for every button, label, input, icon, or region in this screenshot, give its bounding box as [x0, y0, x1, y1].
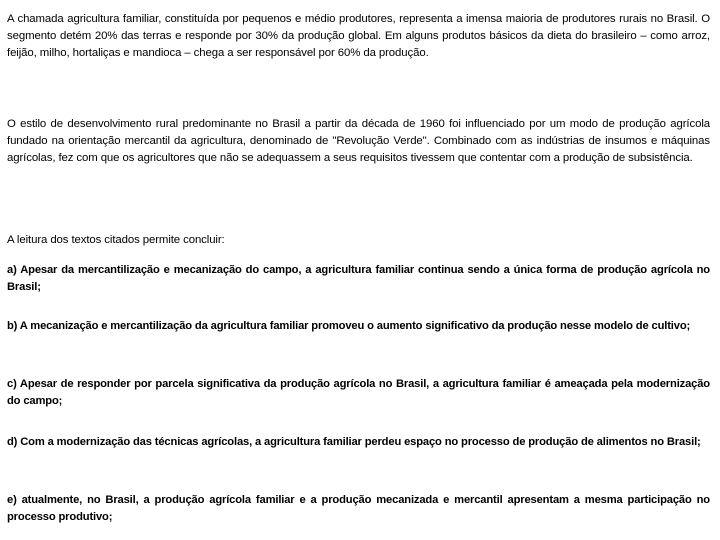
question-prompt: A leitura dos textos citados permite concluir: [7, 234, 225, 246]
answer-option-d[interactable]: d) Com a modernização das técnicas agrícolas, a agricultura familiar perdeu espaço no processo de produção de alimentos no Brasil; [7, 436, 701, 448]
answer-option-c[interactable]: c) Apesar de responder por parcela significativa da produção agrícola no Brasil, a agricultura familiar é ameaçada pela modernização do campo; [7, 378, 710, 407]
text-2-paragraph: O estilo de desenvolvimento rural predominante no Brasil a partir da década de 1960 foi influenciado por um modo de produção agrícola fundado na orientação mercantil da agricultura, denominado de "Revolução Verde". Combinado com as indústrias de insumos e máquinas agrícolas, fez com que os agricultores que não se adequassem a seus requisitos tivessem que contentar com a produção de subsistência. [7, 118, 710, 164]
text-1-paragraph: A chamada agricultura familiar, constituída por pequenos e médio produtores, representa a imensa maioria de produtores rurais no Brasil. O segmento detém 20% das terras e responde por 30% da produção global. Em alguns produtos básicos da dieta do brasileiro – como arroz, feijão, milho, hortaliças e mandioca – chega a ser responsável por 60% da produção. [7, 13, 710, 59]
answer-option-b[interactable]: b) A mecanização e mercantilização da agricultura familiar promoveu o aumento significativo da produção nesse modelo de cultivo; [7, 320, 691, 332]
answer-option-e[interactable]: e) atualmente, no Brasil, a produção agrícola familiar e a produção mecanizada e mercantil apresentam a mesma participação no processo produtivo; [7, 494, 710, 523]
answer-option-a[interactable]: a) Apesar da mercantilização e mecanização do campo, a agricultura familiar continua sendo a única forma de produção agrícola no Brasil; [7, 264, 710, 293]
